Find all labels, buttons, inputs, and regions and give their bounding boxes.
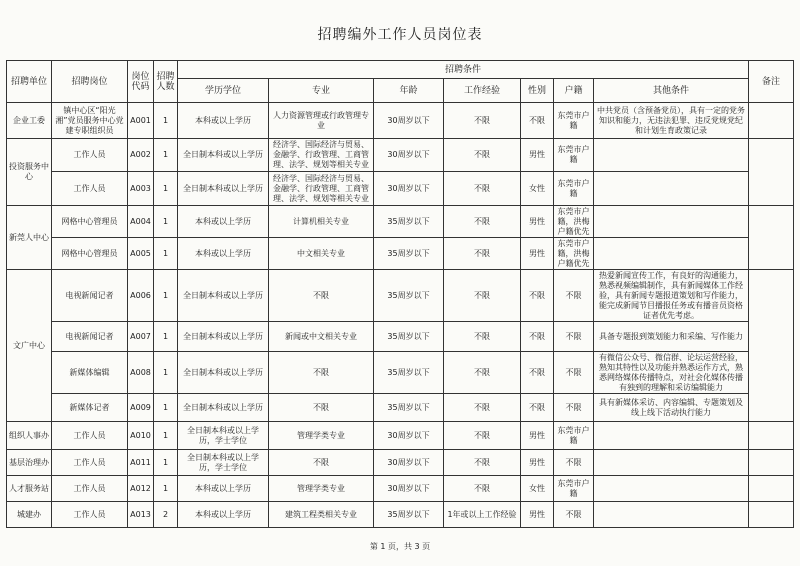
cell-count: 1 (154, 450, 178, 476)
cell-gender: 不限 (521, 352, 554, 394)
header-education: 学历学位 (178, 79, 269, 103)
cell-hukou: 东莞市户籍 (554, 103, 594, 139)
cell-experience: 不限 (444, 422, 521, 450)
cell-major: 经济学、国际经济与贸易、金融学、行政管理、工商管理、法学、规划等相关专业 (269, 172, 374, 206)
cell-code: A013 (128, 502, 154, 528)
cell-remark (749, 422, 794, 450)
cell-code: A006 (128, 270, 154, 322)
cell-age: 30周岁以下 (374, 172, 444, 206)
cell-remark (749, 270, 794, 422)
table-row (7, 422, 794, 450)
cell-other: 有微信公众号、微信群、论坛运营经验，熟知其特性以及功能并熟悉运作方式，熟悉网络媒体传播特点，对社会化媒体传播有独到的理解和采访编辑能力 (594, 352, 749, 394)
cell-count: 1 (154, 352, 178, 394)
table-row (7, 206, 794, 238)
header-hukou: 户籍 (554, 79, 594, 103)
cell-major: 经济学、国际经济与贸易、金融学、行政管理、工商管理、法学、规划等相关专业 (269, 139, 374, 172)
cell-code: A001 (128, 103, 154, 139)
cell-major: 计算机相关专业 (269, 206, 374, 238)
cell-other: 具有新媒体采访、内容编辑、专题策划及线上线下活动执行能力 (594, 394, 749, 422)
cell-major: 人力资源管理或行政管理专业 (269, 103, 374, 139)
cell-hukou: 东莞市户籍，洪梅户籍优先 (554, 238, 594, 270)
cell-count: 2 (154, 502, 178, 528)
cell-gender: 男性 (521, 422, 554, 450)
cell-major: 管理学类专业 (269, 476, 374, 502)
positions-table (6, 60, 794, 528)
cell-remark (749, 476, 794, 502)
cell-experience: 不限 (444, 476, 521, 502)
cell-position: 网格中心管理员 (52, 206, 128, 238)
cell-other (594, 238, 749, 270)
cell-education: 全日制本科或以上学历 (178, 172, 269, 206)
cell-hukou: 东莞市户籍，洪梅户籍优先 (554, 206, 594, 238)
cell-count: 1 (154, 206, 178, 238)
cell-gender: 女性 (521, 172, 554, 206)
cell-education: 本科或以上学历 (178, 103, 269, 139)
cell-education: 本科或以上学历 (178, 502, 269, 528)
cell-other (594, 502, 749, 528)
table-row (7, 238, 794, 270)
cell-education: 本科或以上学历 (178, 206, 269, 238)
cell-code: A012 (128, 476, 154, 502)
cell-experience: 1年或以上工作经验 (444, 502, 521, 528)
cell-code: A009 (128, 394, 154, 422)
header-other: 其他条件 (594, 79, 749, 103)
cell-gender: 女性 (521, 476, 554, 502)
cell-position: 工作人员 (52, 450, 128, 476)
cell-code: A002 (128, 139, 154, 172)
cell-remark (749, 502, 794, 528)
cell-age: 30周岁以下 (374, 450, 444, 476)
cell-position: 镇中心区“阳光湘”党员服务中心党建专职组织员 (52, 103, 128, 139)
cell-other (594, 476, 749, 502)
cell-unit: 文广中心 (7, 270, 52, 422)
cell-other: 热爱新闻宣传工作，有良好的沟通能力，熟悉视频编辑制作，具有新闻媒体工作经验，具有新闻专题报道策划和写作能力，能完成新闻节目播报任务或有播音员资格证者优先考虑。 (594, 270, 749, 322)
cell-hukou: 不限 (554, 322, 594, 352)
cell-unit: 投资服务中心 (7, 139, 52, 206)
cell-hukou: 不限 (554, 450, 594, 476)
cell-position: 工作人员 (52, 139, 128, 172)
table-row (7, 270, 794, 322)
table-row (7, 352, 794, 394)
cell-age: 30周岁以下 (374, 422, 444, 450)
cell-experience: 不限 (444, 172, 521, 206)
cell-other (594, 139, 749, 172)
cell-gender: 男性 (521, 502, 554, 528)
cell-education: 本科或以上学历 (178, 238, 269, 270)
cell-experience: 不限 (444, 450, 521, 476)
cell-code: A004 (128, 206, 154, 238)
cell-gender: 男性 (521, 450, 554, 476)
cell-code: A008 (128, 352, 154, 394)
cell-experience: 不限 (444, 238, 521, 270)
cell-major: 新闻或中文相关专业 (269, 322, 374, 352)
cell-education: 全日制本科或以上学历 (178, 139, 269, 172)
table-row (7, 450, 794, 476)
cell-education: 本科或以上学历 (178, 476, 269, 502)
cell-education: 全日制本科或以上学历 (178, 270, 269, 322)
header-conditions: 招聘条件 (178, 61, 749, 79)
cell-education: 全日制本科或以上学历 (178, 322, 269, 352)
cell-count: 1 (154, 139, 178, 172)
cell-age: 35周岁以下 (374, 394, 444, 422)
cell-position: 工作人员 (52, 476, 128, 502)
cell-major: 不限 (269, 270, 374, 322)
cell-code: A005 (128, 238, 154, 270)
cell-age: 30周岁以下 (374, 476, 444, 502)
cell-unit: 城建办 (7, 502, 52, 528)
header-age: 年龄 (374, 79, 444, 103)
cell-position: 电视新闻记者 (52, 322, 128, 352)
cell-remark (749, 450, 794, 476)
cell-gender: 男性 (521, 139, 554, 172)
cell-age: 30周岁以下 (374, 103, 444, 139)
cell-other (594, 172, 749, 206)
cell-count: 1 (154, 322, 178, 352)
cell-hukou: 不限 (554, 352, 594, 394)
cell-education: 全日制本科或以上学历 (178, 352, 269, 394)
cell-code: A003 (128, 172, 154, 206)
cell-count: 1 (154, 422, 178, 450)
page-title: 招聘编外工作人员岗位表 (317, 27, 483, 43)
cell-position: 新媒体记者 (52, 394, 128, 422)
cell-gender: 男性 (521, 206, 554, 238)
cell-code: A010 (128, 422, 154, 450)
table-row (7, 103, 794, 139)
cell-major: 管理学类专业 (269, 422, 374, 450)
cell-hukou: 不限 (554, 394, 594, 422)
cell-age: 35周岁以下 (374, 322, 444, 352)
cell-gender: 不限 (521, 103, 554, 139)
cell-major: 中文相关专业 (269, 238, 374, 270)
header-unit: 招聘单位 (7, 61, 52, 103)
cell-position: 电视新闻记者 (52, 270, 128, 322)
cell-age: 35周岁以下 (374, 270, 444, 322)
header-remark: 备注 (749, 61, 794, 103)
cell-unit: 新莞人中心 (7, 206, 52, 270)
header-position: 招聘岗位 (52, 61, 128, 103)
cell-remark (749, 103, 794, 139)
cell-hukou: 东莞市户籍 (554, 422, 594, 450)
cell-education: 全日制本科或以上学历，学士学位 (178, 422, 269, 450)
cell-position: 工作人员 (52, 422, 128, 450)
cell-other: 具备专题报到策划能力和采编、写作能力 (594, 322, 749, 352)
table-row (7, 394, 794, 422)
table-row (7, 172, 794, 206)
cell-age: 35周岁以下 (374, 502, 444, 528)
cell-gender: 不限 (521, 322, 554, 352)
cell-major: 不限 (269, 352, 374, 394)
cell-experience: 不限 (444, 139, 521, 172)
table-row (7, 322, 794, 352)
cell-other (594, 450, 749, 476)
cell-major: 建筑工程类相关专业 (269, 502, 374, 528)
header-major: 专业 (269, 79, 374, 103)
cell-unit: 企业工委 (7, 103, 52, 139)
cell-count: 1 (154, 476, 178, 502)
cell-experience: 不限 (444, 270, 521, 322)
cell-major: 不限 (269, 450, 374, 476)
cell-hukou: 东莞市户籍 (554, 172, 594, 206)
page-footer: 第 1 页，共 3 页 (369, 542, 431, 551)
cell-hukou: 东莞市户籍 (554, 139, 594, 172)
cell-count: 1 (154, 172, 178, 206)
cell-unit: 组织人事办 (7, 422, 52, 450)
cell-other (594, 422, 749, 450)
cell-count: 1 (154, 103, 178, 139)
cell-other: 中共党员（含预备党员），具有一定的党务知识和能力，无违法犯罪、违反党规党纪和计划生育政策记录 (594, 103, 749, 139)
cell-age: 35周岁以下 (374, 352, 444, 394)
cell-education: 全日制本科或以上学历 (178, 394, 269, 422)
cell-experience: 不限 (444, 394, 521, 422)
cell-code: A007 (128, 322, 154, 352)
cell-count: 1 (154, 394, 178, 422)
header-experience: 工作经验 (444, 79, 521, 103)
cell-gender: 不限 (521, 270, 554, 322)
cell-hukou: 不限 (554, 502, 594, 528)
table-row (7, 502, 794, 528)
cell-hukou: 不限 (554, 270, 594, 322)
cell-remark (749, 206, 794, 270)
cell-remark (749, 139, 794, 206)
header-gender: 性别 (521, 79, 554, 103)
cell-count: 1 (154, 238, 178, 270)
cell-position: 网格中心管理员 (52, 238, 128, 270)
table-row (7, 476, 794, 502)
cell-gender: 男性 (521, 238, 554, 270)
cell-experience: 不限 (444, 352, 521, 394)
table-row (7, 139, 794, 172)
cell-education: 全日制本科或以上学历，学士学位 (178, 450, 269, 476)
cell-position: 工作人员 (52, 172, 128, 206)
cell-unit: 基层治理办 (7, 450, 52, 476)
cell-gender: 不限 (521, 394, 554, 422)
cell-count: 1 (154, 270, 178, 322)
cell-other (594, 206, 749, 238)
cell-code: A011 (128, 450, 154, 476)
cell-age: 35周岁以下 (374, 238, 444, 270)
cell-experience: 不限 (444, 322, 521, 352)
cell-position: 新媒体编辑 (52, 352, 128, 394)
header-count: 招聘人数 (154, 61, 178, 103)
cell-age: 30周岁以下 (374, 139, 444, 172)
header-code: 岗位代码 (128, 61, 154, 103)
cell-hukou: 东莞市户籍 (554, 476, 594, 502)
cell-major: 不限 (269, 394, 374, 422)
cell-position: 工作人员 (52, 502, 128, 528)
cell-experience: 不限 (444, 206, 521, 238)
cell-experience: 不限 (444, 103, 521, 139)
cell-age: 35周岁以下 (374, 206, 444, 238)
cell-unit: 人才服务站 (7, 476, 52, 502)
